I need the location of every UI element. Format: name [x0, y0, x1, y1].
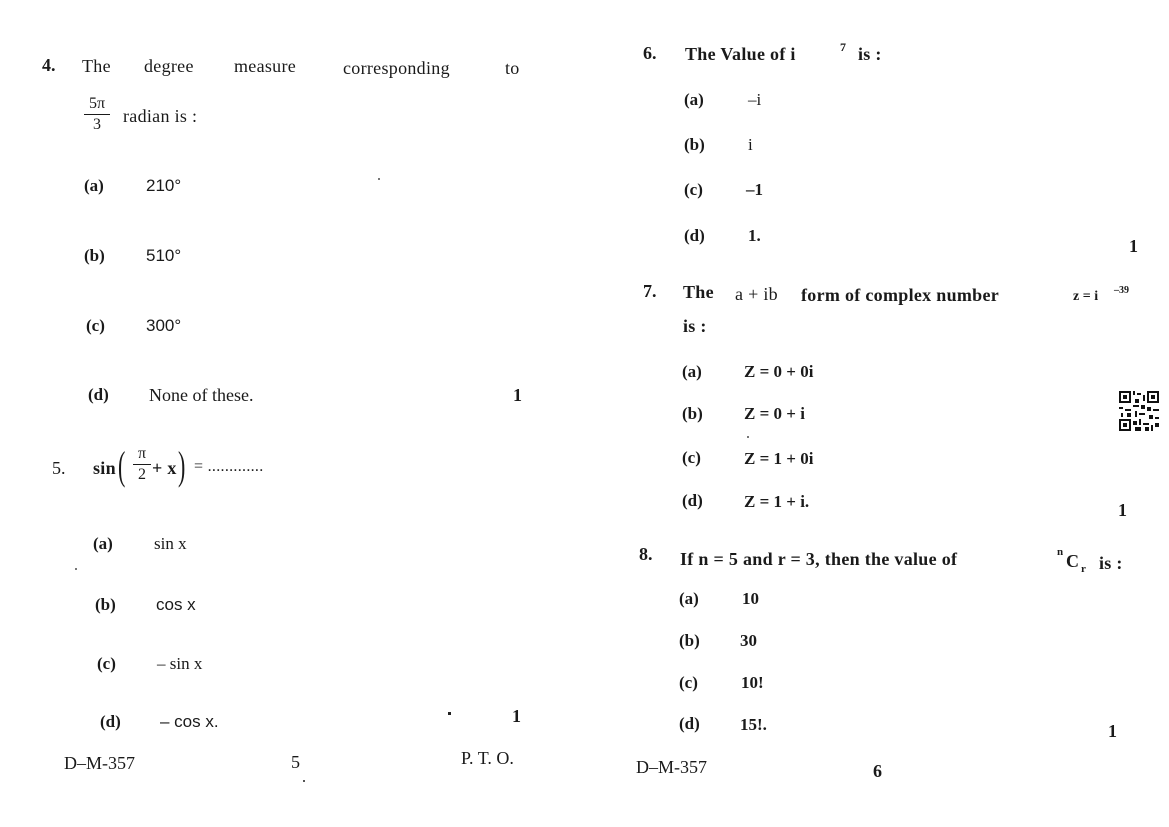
q4-word-2: degree [144, 56, 194, 76]
q4-fraction [84, 96, 110, 133]
left-footer-code: D–M-357 [64, 753, 135, 773]
q6-option-a-value: –i [748, 90, 762, 109]
q6-exponent: 7 [840, 40, 846, 54]
q7-option-a-label: (a) [682, 362, 702, 381]
q4-option-a-value: 210° [146, 176, 182, 195]
q4-mark: 1 [513, 385, 522, 405]
fraction-bar [84, 114, 110, 115]
q8-option-b-value: 30 [740, 631, 757, 650]
q7-number: 7. [643, 281, 657, 301]
q5-fn: sin [93, 458, 116, 478]
q5-fraction [133, 446, 151, 483]
q6-tail: is : [858, 44, 882, 64]
q7-option-c-label: (c) [682, 448, 701, 467]
q5-equals: = ............. [194, 458, 264, 475]
q4-option-d-value: None of these. [149, 385, 254, 405]
q7-option-a-value: Z = 0 + 0i [744, 362, 814, 381]
q4-fraction-numerator: 5π [88, 95, 106, 112]
q5-option-d-label: (d) [100, 712, 121, 731]
scan-speck [378, 178, 380, 180]
q5-option-b-label: (b) [95, 595, 116, 614]
right-footer-code: D–M-357 [636, 757, 707, 777]
q5-fraction-denominator: 2 [138, 466, 146, 483]
q7-z: z = i [1073, 289, 1099, 304]
q7-option-c-value: Z = 1 + 0i [744, 449, 814, 468]
q8-mark: 1 [1108, 721, 1117, 741]
q8-option-c-value: 10! [741, 673, 764, 692]
q8-option-b-label: (b) [679, 631, 700, 650]
q6-option-d-value: 1. [748, 226, 761, 245]
q6-option-b-label: (b) [684, 135, 705, 154]
qr-code-icon [1119, 391, 1159, 431]
q4-tail: radian is : [123, 106, 198, 126]
q5-fraction-numerator: π [137, 445, 147, 462]
q8-superscript-n: n [1057, 546, 1064, 558]
q5-option-a-value: sin x [154, 534, 187, 553]
q8-option-d-label: (d) [679, 714, 700, 733]
q5-option-c-value: – sin x [157, 654, 203, 673]
scan-speck [747, 436, 749, 438]
q6-option-d-label: (d) [684, 226, 705, 245]
q8-combination-c: C [1066, 551, 1080, 571]
q4-option-c-label: (c) [86, 316, 105, 335]
q8-option-a-value: 10 [742, 589, 759, 608]
q4-word-4: corresponding [343, 58, 450, 78]
q4-fraction-denominator: 3 [93, 116, 101, 133]
q8-subscript-r: r [1081, 563, 1086, 575]
q5-number: 5. [52, 458, 66, 478]
q8-text: If n = 5 and r = 3, then the value of [680, 549, 958, 569]
right-footer-page-number: 6 [873, 761, 882, 781]
scan-speck [303, 780, 305, 782]
q7-text-1: The [683, 282, 714, 302]
q8-number: 8. [639, 544, 653, 564]
q6-text: The Value of i [685, 44, 796, 64]
q4-word-5: to [505, 58, 520, 78]
q7-option-d-label: (d) [682, 491, 703, 510]
q5-plus-x: + x [152, 458, 177, 478]
q6-option-a-label: (a) [684, 90, 704, 109]
q4-option-a-label: (a) [84, 176, 104, 195]
left-paren-icon: ( [117, 443, 126, 488]
q8-option-a-label: (a) [679, 589, 699, 608]
q5-option-c-label: (c) [97, 654, 116, 673]
q4-option-b-label: (b) [84, 246, 105, 265]
q7-option-d-value: Z = 1 + i. [744, 492, 810, 511]
q6-mark: 1 [1129, 236, 1138, 256]
q8-option-d-value: 15!. [740, 715, 767, 734]
q8-option-c-label: (c) [679, 673, 698, 692]
q5-mark: 1 [512, 706, 521, 726]
q4-word-3: measure [234, 56, 297, 76]
q7-mark: 1 [1118, 500, 1127, 520]
right-paren-icon: ) [177, 443, 186, 488]
q4-word-1: The [82, 56, 111, 76]
fraction-bar [133, 464, 151, 465]
q7-option-b-label: (b) [682, 404, 703, 423]
q5-option-b-value: cos x [156, 595, 196, 614]
q6-number: 6. [643, 43, 657, 63]
left-footer-pto: P. T. O. [461, 748, 514, 768]
q7-form: a + ib [735, 284, 778, 304]
q5-option-a-label: (a) [93, 534, 113, 553]
q4-option-d-label: (d) [88, 385, 109, 404]
q6-option-c-value: –1 [746, 180, 763, 199]
q7-option-b-value: Z = 0 + i [744, 404, 805, 423]
scan-speck [75, 568, 77, 570]
q4-option-c-value: 300° [146, 316, 182, 335]
q4-number: 4. [42, 55, 56, 75]
scan-speck [448, 712, 451, 715]
q8-tail: is : [1099, 553, 1123, 573]
q7-z-exponent: –39 [1114, 285, 1129, 296]
q4-option-b-value: 510° [146, 246, 182, 265]
q6-option-c-label: (c) [684, 180, 703, 199]
q6-option-b-value: i [748, 135, 753, 154]
q7-line-2: is : [683, 316, 707, 336]
q5-option-d-value: – cos x. [160, 712, 219, 731]
q7-text-2: form of complex number [801, 285, 1000, 305]
left-footer-page-number: 5 [291, 752, 300, 772]
